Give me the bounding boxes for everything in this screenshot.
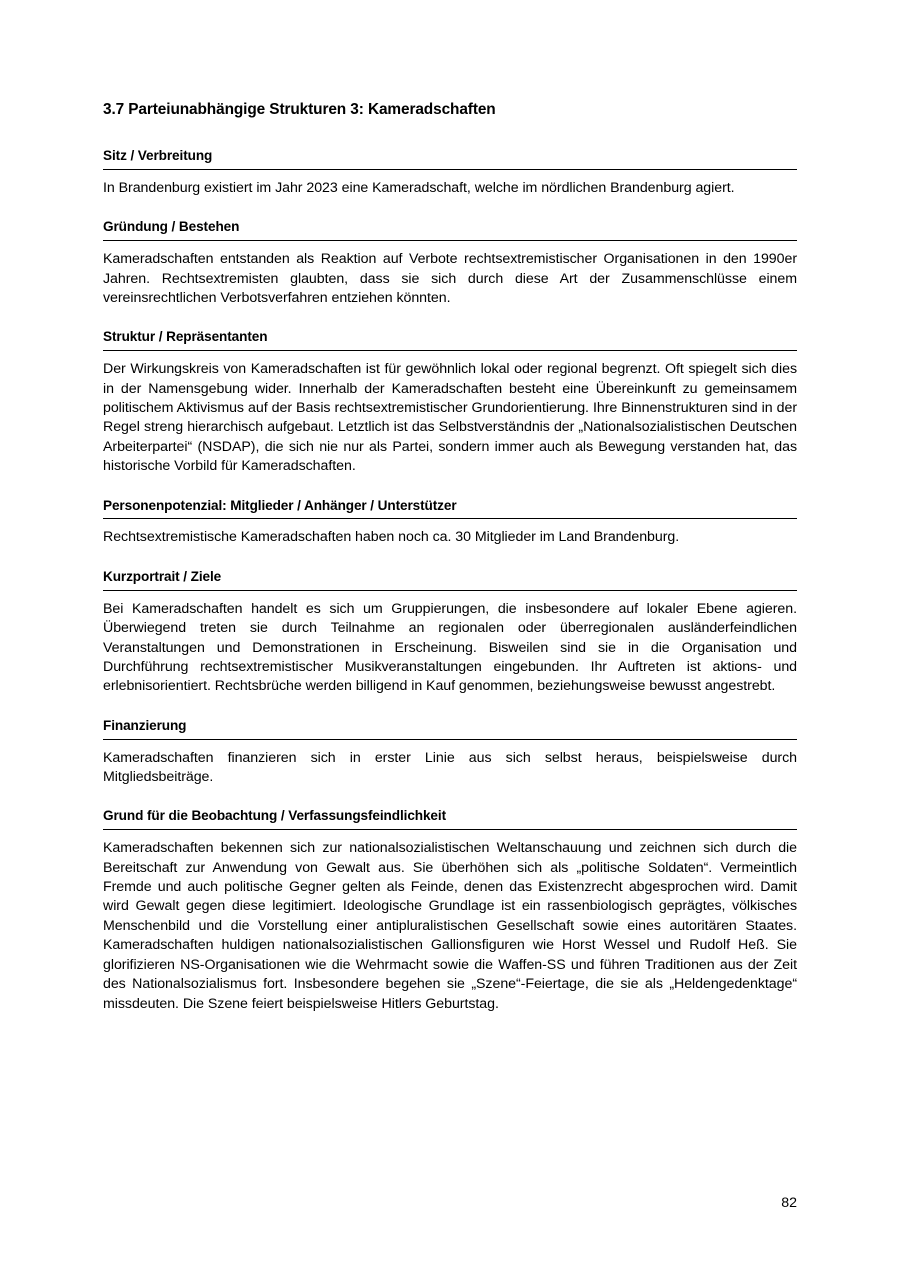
section-body: Der Wirkungskreis von Kameradschaften ist für gewöhnlich lokal oder regional begrenzt. Oft spiegelt sich dies in der Namensgebung wider. Innerhalb der Kameradschaften besteht eine Übereinkunft zu gemeinsamem politischem Aktivismus auf der Basis rechtsextremistischer Grundorientierung. Ihre Binnenstrukturen sind in der Regel streng hierarchisch aufgebaut. Letztlich ist das Selbstverständnis der „Nationalsozialistischen Deutschen Arbeiterpartei“ (NSDAP), die sich nie nur als Partei, sondern immer auch als Bewegung verstanden hat, das historische Vorbild für Kameradschaften.: [103, 361, 797, 475]
page-title: 3.7 Parteiunabhängige Strukturen 3: Kameradschaften: [103, 101, 496, 118]
section-heading: Finanzierung: [103, 717, 797, 740]
section-gruendung-bestehen: [103, 218, 797, 308]
section-sitz-verbreitung: [103, 147, 797, 198]
section-heading: Kurzportrait / Ziele: [103, 568, 797, 591]
section-body: Kameradschaften bekennen sich zur nationalsozialistischen Weltanschauung und zeichnen sich durch die Bereitschaft zur Anwendung von Gewalt aus. Sie überhöhen sich als „politische Soldaten“. Vermeintlich Fremde und auch politische Gegner gelten als Feinde, denen das Existenzrecht abgesprochen wird. Damit wird Gewalt gegen diese legitimiert. Ideologische Grundlage ist ein rassenbiologisch geprägtes, völkisches Menschenbild und die Vorstellung einer antipluralistischen Gesellschaft sowie eines autoritären Staates. Kameradschaften huldigen nationalsozialistischen Gallionsfiguren wie Horst Wessel und Rudolf Heß. Sie glorifizieren NS-Organisationen wie die Wehrmacht sowie die Waffen-SS und führen Traditionen aus der Zeit des Nationalsozialismus fort. Insbesondere begehen sie „Szene“-Feiertage, die sie als „Heldengedenktage“ missdeuten. Die Szene feiert beispielsweise Hitlers Geburtstag.: [103, 840, 797, 1012]
section-body: In Brandenburg existiert im Jahr 2023 eine Kameradschaft, welche im nördlichen Brandenburg agiert.: [103, 179, 735, 196]
section-body: Rechtsextremistische Kameradschaften haben noch ca. 30 Mitglieder im Land Brandenburg.: [103, 529, 680, 546]
section-heading: Struktur / Repräsentanten: [103, 328, 797, 351]
section-finanzierung: [103, 717, 797, 788]
section-heading: Sitz / Verbreitung: [103, 147, 797, 170]
section-heading: Personenpotenzial: Mitglieder / Anhänger / Unterstützer: [103, 497, 797, 520]
section-body: Bei Kameradschaften handelt es sich um Gruppierungen, die insbesondere auf lokaler Ebene agieren. Überwiegend treten sie durch Teilnahme an regionalen oder überregionalen ausländerfeindlichen Veranstaltungen und Demonstrationen in Erscheinung. Bisweilen sind sie in die Organisation und Durchführung rechtsextremistischer Musikveranstaltungen eingebunden. Ihr Auftreten ist aktions- und erlebnisorientiert. Rechtsbrüche werden billigend in Kauf genommen, beziehungsweise bewusst angestrebt.: [103, 600, 797, 695]
section-body: Kameradschaften finanzieren sich in erster Linie aus sich selbst heraus, beispielsweise durch Mitgliedsbeiträge.: [103, 749, 797, 785]
section-body: Kameradschaften entstanden als Reaktion auf Verbote rechtsextremistischer Organisationen in den 1990er Jahren. Rechtsextremisten glaubten, dass sie sich durch diese Art der Zusammenschlüsse einem vereinsrechtlichen Verbotsverfahren entziehen könnten.: [103, 251, 797, 306]
section-grund-beobachtung: [103, 807, 797, 1014]
section-heading: Gründung / Bestehen: [103, 218, 797, 241]
page-number: 82: [781, 1194, 797, 1211]
section-struktur-repraesentanten: [103, 328, 797, 476]
section-personenpotenzial: [103, 497, 797, 548]
section-heading: Grund für die Beobachtung / Verfassungsfeindlichkeit: [103, 807, 797, 830]
section-kurzportrait-ziele: [103, 568, 797, 697]
